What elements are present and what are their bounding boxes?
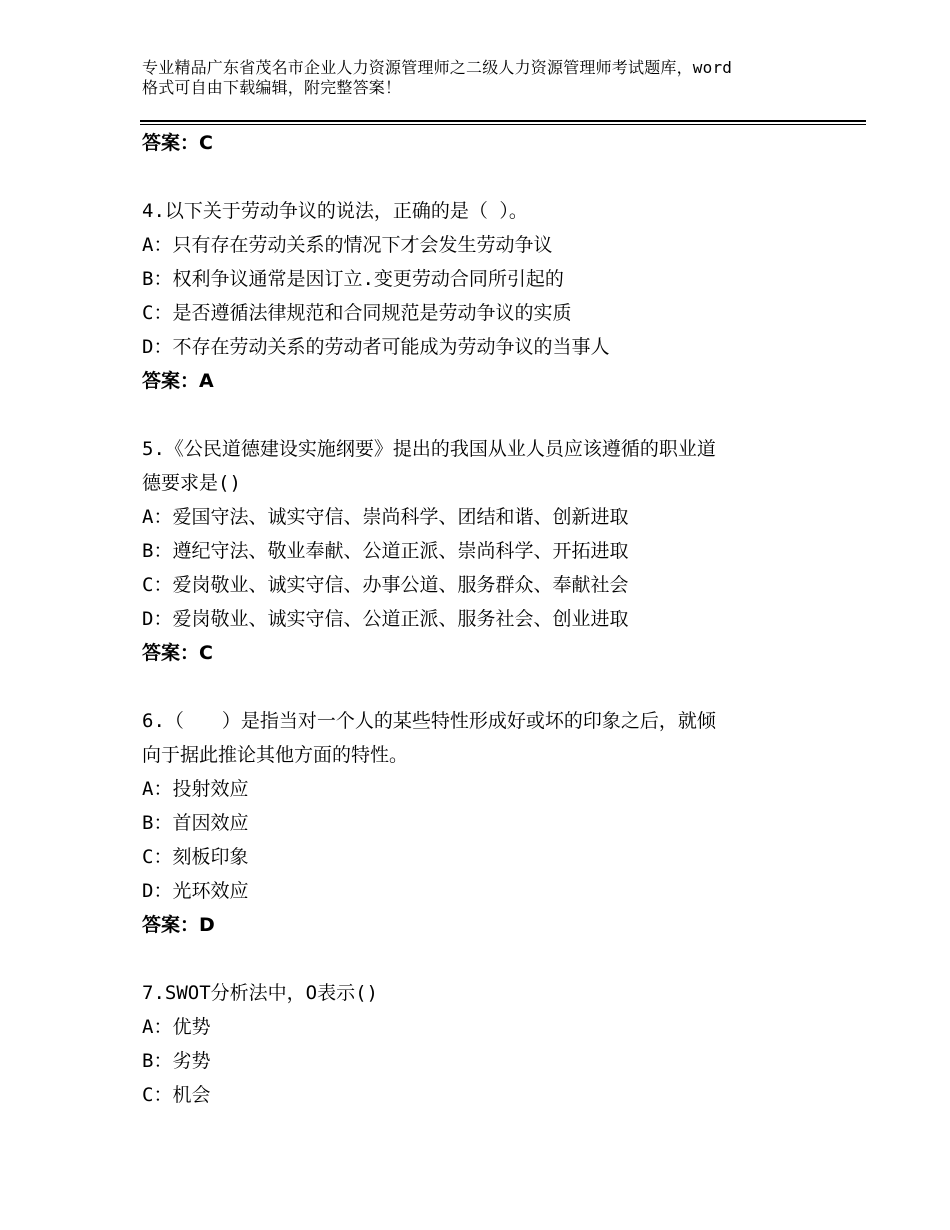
question-stem-continued: 德要求是() <box>142 472 241 494</box>
option-d: D：光环效应 <box>142 880 249 902</box>
header-line-2: 格式可自由下载编辑，附完整答案！ <box>142 78 402 97</box>
header-rule-thin <box>140 124 866 125</box>
answer-line: 答案：C <box>142 642 213 664</box>
option-d: D：不存在劳动关系的劳动者可能成为劳动争议的当事人 <box>142 336 610 358</box>
option-b: B：首因效应 <box>142 812 249 834</box>
option-b: B：遵纪守法、敬业奉献、公道正派、崇尚科学、开拓进取 <box>142 540 629 562</box>
question-block <box>142 704 842 942</box>
spacer <box>142 670 842 704</box>
answer-line: 答案：A <box>142 370 214 392</box>
option-a: A：爱国守法、诚实守信、崇尚科学、团结和谐、创新进取 <box>142 506 629 528</box>
spacer <box>142 160 842 194</box>
option-a: A：投射效应 <box>142 778 249 800</box>
question-block <box>142 976 842 1112</box>
option-c: C：爱岗敬业、诚实守信、办事公道、服务群众、奉献社会 <box>142 574 629 596</box>
answer-line: 答案：C <box>142 132 213 154</box>
option-c: C：刻板印象 <box>142 846 249 868</box>
option-c: C：机会 <box>142 1084 211 1106</box>
answer-line: 答案：D <box>142 914 215 936</box>
option-b: B：劣势 <box>142 1050 211 1072</box>
option-c: C：是否遵循法律规范和合同规范是劳动争议的实质 <box>142 302 572 324</box>
spacer <box>142 398 842 432</box>
document-header <box>142 58 832 98</box>
option-a: A：优势 <box>142 1016 211 1038</box>
question-stem: 7.SWOT分析法中，O表示() <box>142 982 378 1004</box>
question-stem-continued: 向于据此推论其他方面的特性。 <box>142 744 409 766</box>
spacer <box>142 942 842 976</box>
header-line-1: 专业精品广东省茂名市企业人力资源管理师之二级人力资源管理师考试题库，word <box>142 58 733 77</box>
option-d: D：爱岗敬业、诚实守信、公道正派、服务社会、创业进取 <box>142 608 629 630</box>
question-stem: 5.《公民道德建设实施纲要》提出的我国从业人员应该遵循的职业道 <box>142 438 716 460</box>
question-stem: 4.以下关于劳动争议的说法，正确的是（ ）。 <box>142 200 528 222</box>
question-stem: 6.（ ）是指当对一个人的某些特性形成好或坏的印象之后，就倾 <box>142 710 716 732</box>
option-a: A：只有存在劳动关系的情况下才会发生劳动争议 <box>142 234 553 256</box>
question-list <box>142 126 842 1112</box>
question-block <box>142 194 842 398</box>
option-b: B：权利争议通常是因订立.变更劳动合同所引起的 <box>142 268 564 290</box>
header-rule-thick <box>140 120 866 122</box>
question-block <box>142 432 842 670</box>
